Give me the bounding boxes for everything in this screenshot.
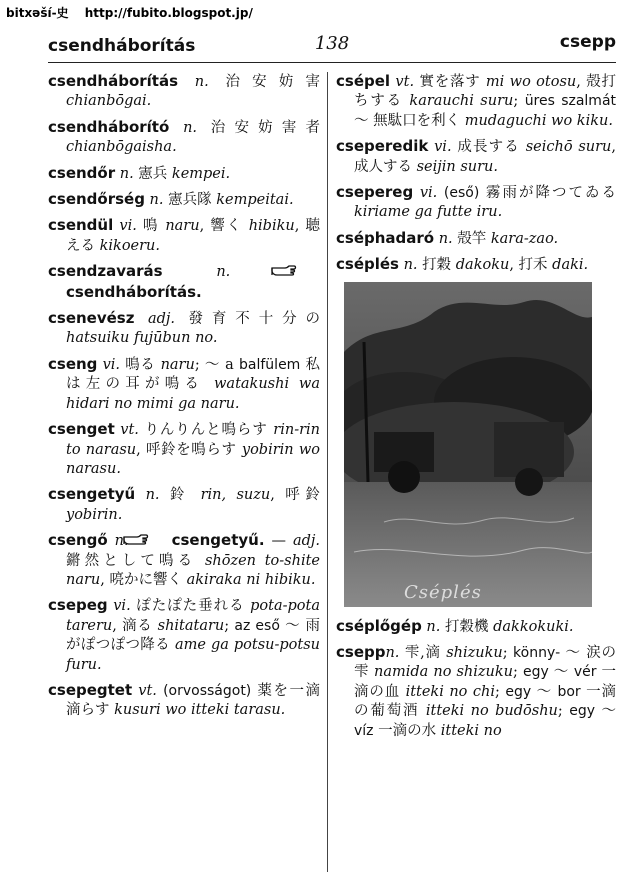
dictionary-entry <box>48 262 320 303</box>
romaji-reading: mudaguchi wo kiku. <box>464 112 613 129</box>
photo-caption: Cséplés <box>404 582 482 604</box>
entry-headword: csengetyű. <box>171 531 265 550</box>
dictionary-entry <box>336 617 616 637</box>
romaji-reading: mi wo otosu <box>485 74 577 90</box>
japanese-gloss: ; <box>513 93 525 110</box>
japanese-gloss: 一滴の血 <box>354 664 617 700</box>
japanese-gloss: 實を落す <box>419 74 486 90</box>
entry-headword: csenget <box>48 420 115 439</box>
part-of-speech: vt. <box>132 682 164 699</box>
japanese-gloss: ～ <box>548 664 574 681</box>
entry-headword: cseperedik <box>336 137 429 156</box>
japanese-gloss: 鳴る <box>125 356 161 373</box>
japanese-gloss: 治安妨害 <box>225 74 321 90</box>
romaji-reading: dakoku <box>455 257 510 274</box>
japanese-gloss: 雫,滴 <box>404 645 447 662</box>
japanese-gloss: 鈴 <box>169 487 201 504</box>
entry-headword: cséplés <box>336 255 399 274</box>
romaji-reading: itteki no budōshu <box>425 703 558 720</box>
dictionary-entry <box>48 164 320 184</box>
romaji-reading: yobirin wo narasu. <box>66 441 321 477</box>
romaji-reading: pota-pota tareru <box>66 598 320 634</box>
japanese-gloss: ; <box>513 664 523 681</box>
japanese-gloss: 一滴の葡萄酒 <box>354 683 616 720</box>
dictionary-entry <box>48 72 320 112</box>
part-of-speech: adj. <box>292 533 321 550</box>
right-column <box>336 72 616 747</box>
part-of-speech: n. <box>169 119 211 136</box>
romaji-reading: shitataru <box>157 617 225 634</box>
romaji-reading: itteki no <box>440 722 502 739</box>
part-of-speech: n. <box>115 165 139 182</box>
romaji-reading: kikoeru. <box>99 237 161 254</box>
hungarian-phrase: üres szalmát <box>524 93 617 110</box>
entry-headword: csengő <box>48 531 108 550</box>
japanese-gloss: 憲兵 <box>138 165 172 182</box>
part-of-speech: vi. <box>413 185 444 202</box>
romaji-reading: itteki no chi <box>405 683 495 700</box>
dictionary-entry <box>48 531 320 590</box>
japanese-gloss: , 呼鈴 <box>270 487 321 504</box>
japanese-gloss: 鏘然として鳴る <box>66 552 205 569</box>
dictionary-entry <box>336 229 616 249</box>
japanese-gloss: 治安妨害者 <box>210 119 320 136</box>
column-divider <box>327 72 328 872</box>
japanese-gloss: , 響く <box>199 218 249 235</box>
entry-headword: csenevész <box>48 309 135 328</box>
part-of-speech: n. <box>144 192 169 209</box>
part-of-speech: vt. <box>390 74 420 90</box>
part-of-speech: vi. <box>428 139 458 156</box>
japanese-gloss: , 滴る <box>112 617 158 634</box>
page-header <box>48 28 616 63</box>
japanese-gloss: 憲兵隊 <box>168 192 217 209</box>
japanese-gloss: 成長する <box>457 139 526 156</box>
japanese-gloss: ぽたぽた垂れる <box>136 598 251 615</box>
dictionary-entry <box>48 485 320 525</box>
japanese-gloss: ～ 雨がぽつぽつ降る <box>66 617 321 654</box>
japanese-gloss: 打穀 <box>422 257 456 274</box>
dictionary-entry <box>48 309 320 349</box>
japanese-gloss: — <box>264 533 293 550</box>
left-guide-word: csendháborítás <box>48 36 196 56</box>
japanese-gloss: 私は左の耳が鳴る <box>66 356 321 393</box>
part-of-speech: vi. <box>113 218 144 235</box>
entry-headword: csendháborítás <box>48 72 179 90</box>
romaji-reading: watakushi wa hidari no mimi ga naru. <box>66 376 320 412</box>
japanese-gloss: ; <box>557 703 570 720</box>
part-of-speech: adj. <box>134 311 189 328</box>
page-number: 138 <box>314 33 350 54</box>
hungarian-phrase: (eső) <box>443 185 480 202</box>
part-of-speech: n. <box>107 533 136 550</box>
site-logo-text: bitxəší-史 <box>6 6 69 20</box>
japanese-gloss: ; <box>502 645 514 662</box>
hungarian-phrase: vér <box>573 664 597 681</box>
japanese-gloss: ～ 無駄口を利く <box>354 112 465 129</box>
romaji-reading: seijin suru. <box>416 158 499 175</box>
right-entries-bottom <box>336 617 616 741</box>
romaji-reading: chianbōgaisha. <box>66 139 177 156</box>
entry-headword: csendőr <box>48 163 116 182</box>
romaji-reading: kempei. <box>171 165 231 182</box>
hungarian-phrase: víz <box>354 722 374 739</box>
japanese-gloss: ; ～ a <box>194 356 240 373</box>
japanese-gloss: , 成人する <box>354 139 616 175</box>
threshing-photo <box>344 282 592 607</box>
japanese-gloss: 一滴の水 <box>373 722 441 739</box>
japanese-gloss: 發育不十分の <box>188 311 321 328</box>
romaji-reading: naru <box>165 218 200 235</box>
site-url[interactable]: http://fubito.blogspot.jp/ <box>84 6 253 20</box>
hungarian-phrase: az eső <box>234 617 280 634</box>
romaji-reading: shizuku <box>446 645 503 662</box>
dictionary-entry <box>48 420 320 479</box>
dictionary-entry <box>336 137 616 177</box>
japanese-gloss: , 喨かに響く <box>100 571 187 588</box>
hungarian-phrase: bor <box>557 683 581 700</box>
japanese-gloss: , 聴える <box>66 218 321 254</box>
romaji-reading: kara-zao. <box>490 230 559 247</box>
pointing-hand-icon <box>289 264 315 277</box>
romaji-reading: chianbōgai. <box>66 93 152 110</box>
part-of-speech: n. <box>421 618 445 635</box>
romaji-reading: rin, suzu <box>200 487 271 504</box>
dictionary-entry <box>336 643 616 741</box>
dictionary-entry <box>48 190 320 210</box>
part-of-speech: n. <box>398 257 423 274</box>
dictionary-entry <box>48 681 320 721</box>
romaji-reading: kempeitai. <box>216 192 294 209</box>
top-banner <box>6 4 253 21</box>
entry-headword: csendzavarás <box>48 262 163 281</box>
entry-headword: cséphadaró <box>336 228 435 247</box>
entry-headword: csepereg <box>336 183 414 202</box>
romaji-reading: shōzen to-shite naru <box>66 552 320 588</box>
threshing-scene-image <box>344 282 592 607</box>
japanese-gloss: , 呼鈴を鳴らす <box>136 441 242 458</box>
romaji-reading: naru <box>160 356 195 373</box>
hungarian-phrase: egy <box>522 664 549 681</box>
japanese-gloss: , 殻打ちする <box>354 74 617 110</box>
romaji-reading: dakkokuki. <box>493 618 574 635</box>
entry-headword: csengetyű <box>48 485 136 504</box>
japanese-gloss: ～ <box>531 683 558 700</box>
left-column <box>48 72 320 727</box>
part-of-speech: vi. <box>107 598 137 615</box>
romaji-reading: seichō suru <box>525 139 612 156</box>
entry-headword: cseng <box>48 354 98 373</box>
japanese-gloss: ～ <box>595 703 617 720</box>
hungarian-phrase: könny <box>513 645 556 662</box>
romaji-reading: akiraka ni hibiku. <box>186 571 316 588</box>
dictionary-entry <box>48 216 320 256</box>
part-of-speech: n. <box>162 264 284 281</box>
part-of-speech: n. <box>178 74 226 90</box>
romaji-reading: yobirin. <box>66 506 123 523</box>
dictionary-entry <box>48 355 320 414</box>
right-entries-top <box>336 72 616 276</box>
romaji-reading: daki. <box>552 257 589 274</box>
dictionary-entry <box>336 255 616 275</box>
romaji-reading: ame ga potsu-potsu furu. <box>66 637 320 673</box>
hungarian-phrase: egy <box>505 683 532 700</box>
japanese-gloss: りんりんと鳴らす <box>144 422 274 439</box>
entry-headword: csendháborítás. <box>66 282 202 301</box>
entry-headword: csendőrség <box>48 190 145 209</box>
romaji-reading: hatsuiku fujūbun no. <box>66 330 218 347</box>
japanese-gloss: , 打禾 <box>509 257 553 274</box>
entry-headword: csepegtet <box>48 680 133 699</box>
romaji-reading: rin-rin to narasu <box>66 422 321 458</box>
part-of-speech: vt. <box>114 422 145 439</box>
romaji-reading: kiriame ga futte iru. <box>354 204 503 221</box>
romaji-reading: kusuri wo itteki tarasu. <box>114 702 286 719</box>
dictionary-entry <box>336 183 616 223</box>
japanese-gloss: ; <box>494 683 506 700</box>
entry-headword: csendháborító <box>48 117 170 136</box>
part-of-speech: n. <box>434 230 458 247</box>
hungarian-phrase: balfülem <box>239 356 301 373</box>
japanese-gloss: - ～ 涙の雫 <box>354 645 617 681</box>
entry-headword: csendül <box>48 216 114 235</box>
japanese-gloss: 打穀機 <box>445 618 494 635</box>
japanese-gloss: 鳴 <box>143 218 166 235</box>
romaji-reading: namida no shizuku <box>374 664 513 681</box>
japanese-gloss: 霧雨が降つてゐる <box>479 185 616 202</box>
japanese-gloss: ; <box>224 617 235 634</box>
japanese-gloss: 薬を一滴滴らす <box>66 682 320 719</box>
part-of-speech: n. <box>385 645 405 662</box>
entry-headword: csepp <box>336 643 386 662</box>
dictionary-entry <box>48 596 320 675</box>
japanese-gloss: 殻竿 <box>457 230 491 247</box>
hungarian-phrase: egy <box>569 703 596 720</box>
dictionary-entry <box>336 72 616 131</box>
romaji-reading: karauchi suru <box>409 93 514 110</box>
entry-headword: cséplőgép <box>336 616 422 635</box>
romaji-reading: hibiku <box>248 218 295 235</box>
entry-headword: csépel <box>336 72 391 90</box>
part-of-speech: vi. <box>97 356 126 373</box>
right-guide-word: csepp <box>559 32 616 52</box>
entry-headword: csepeg <box>48 596 108 615</box>
hungarian-phrase: (orvosságot) <box>163 682 252 699</box>
pointing-hand-icon <box>141 533 167 546</box>
dictionary-entry <box>48 118 320 158</box>
part-of-speech: n. <box>135 487 170 504</box>
